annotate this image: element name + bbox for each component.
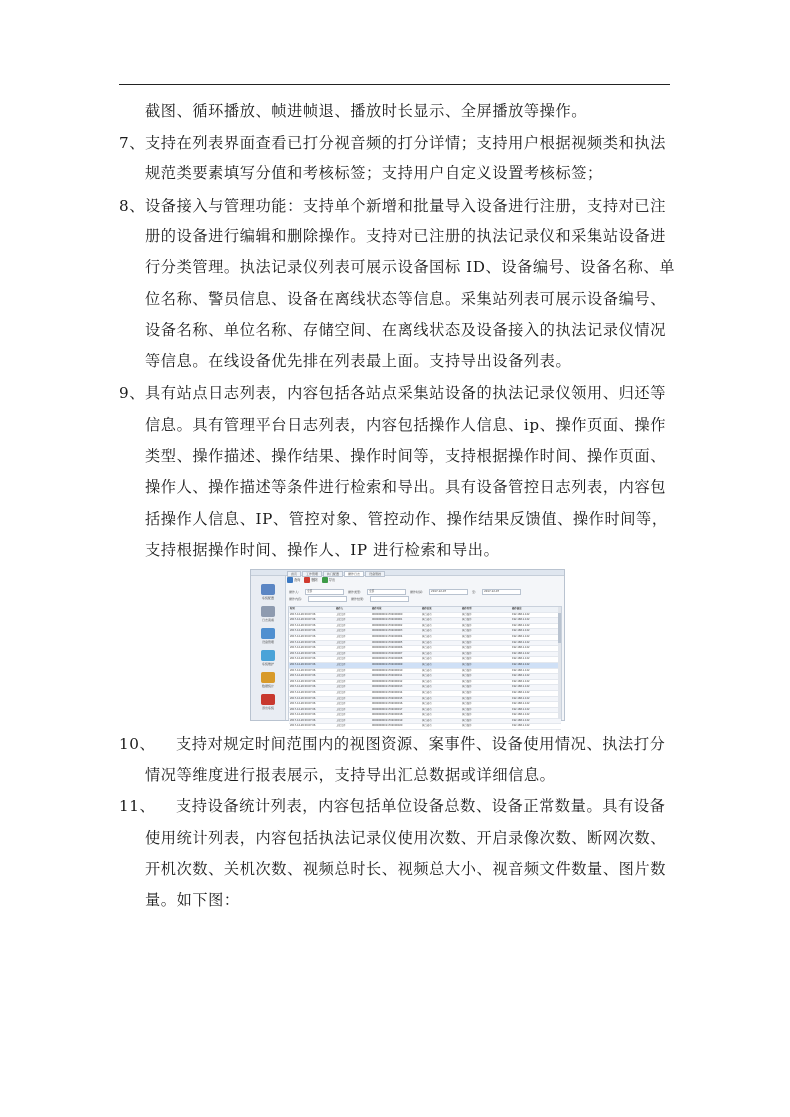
- table-cell: 2017-12-26 09:07:06: [290, 662, 316, 666]
- paragraph-line: 设备名称、单位名称、存储空间、在离线状态及设备接入的执法记录仪情况: [145, 321, 666, 339]
- table-cell: 00000000011702000012: [372, 679, 403, 683]
- table-cell: 2017-12-26 09:07:06: [290, 618, 316, 622]
- screenshot-scrollbar: [558, 607, 561, 719]
- table-cell: 执行操作: [462, 690, 472, 694]
- table-cell: 上报文件: [336, 634, 346, 638]
- paragraph-line: 开机次数、关机次数、视频总时长、视频总大小、视音频文件数量、图片数: [145, 860, 666, 878]
- table-cell: 192.168.1.122: [512, 718, 530, 722]
- table-cell: 2017-12-26 09:07:06: [290, 612, 316, 616]
- table-cell: 执行成功: [422, 702, 432, 706]
- table-cell: 192.168.1.122: [512, 657, 530, 661]
- table-cell: 上报文件: [336, 713, 346, 717]
- table-cell: 上报文件: [336, 707, 346, 711]
- table-cell: 执行操作: [462, 651, 472, 655]
- table-cell: 2017-12-26 09:07:06: [290, 674, 316, 678]
- table-cell: 执行操作: [462, 634, 472, 638]
- paragraph-line: 括操作人信息、IP、管控对象、管控动作、操作结果反馈值、操作时间等，: [145, 510, 668, 528]
- table-cell: 执行成功: [422, 629, 432, 633]
- table-cell: 192.168.1.122: [512, 713, 530, 717]
- table-cell: 执行成功: [422, 724, 432, 728]
- table-cell: 执行操作: [462, 618, 472, 622]
- list-number: 10、: [119, 735, 156, 753]
- sidebar-icon: [261, 650, 275, 661]
- table-cell: 执行成功: [422, 718, 432, 722]
- table-cell: 执行成功: [422, 651, 432, 655]
- sidebar-label: 系统配置: [261, 596, 274, 600]
- table-cell: 192.168.1.122: [512, 707, 530, 711]
- table-cell: 192.168.1.122: [512, 685, 530, 689]
- paragraph-line: 支持对规定时间范围内的视图资源、案事件、设备使用情况、执法打分: [176, 735, 666, 753]
- table-cell: 2017-12-26 09:07:06: [290, 679, 316, 683]
- table-cell: 00000000011702000018: [372, 713, 403, 717]
- filter-input: 全部: [305, 589, 344, 595]
- screenshot-tab[interactable]: 执门配置: [323, 571, 343, 577]
- table-cell: 00000000011702000017: [372, 707, 403, 711]
- table-cell: 执行操作: [462, 696, 472, 700]
- sidebar-item[interactable]: [257, 650, 279, 670]
- table-cell: 执行成功: [422, 640, 432, 644]
- table-cell: 上报文件: [336, 668, 346, 672]
- sidebar-icon: [261, 694, 275, 705]
- table-cell: 上报文件: [336, 685, 346, 689]
- toolbar-icon: [287, 577, 293, 583]
- column-header[interactable]: 操作类型: [462, 607, 472, 610]
- table-cell: 2017-12-26 09:07:06: [290, 702, 316, 706]
- table-cell: 00000000011702000010: [372, 668, 403, 672]
- table-cell: 00000000011702000011: [372, 674, 403, 678]
- table-cell: 00000000011702000020: [372, 724, 403, 728]
- paragraph-line: 设备接入与管理功能：支持单个新增和批量导入设备进行注册，支持对已注: [145, 197, 666, 215]
- table-cell: 执行操作: [462, 707, 472, 711]
- table-cell: 上报文件: [336, 629, 346, 633]
- table-cell: 2017-12-26 09:07:06: [290, 690, 316, 694]
- table-cell: 00000000011702000009: [372, 662, 403, 666]
- toolbar-button[interactable]: [304, 577, 317, 583]
- table-cell: 执行操作: [462, 668, 472, 672]
- column-header[interactable]: 操作人: [336, 607, 344, 610]
- filter-input: [370, 596, 409, 602]
- screenshot-toolbar: [287, 577, 562, 586]
- filter-label: 操作类型：: [348, 589, 364, 594]
- table-cell: 2017-12-26 09:07:06: [290, 718, 316, 722]
- screenshot-tabs: [287, 571, 386, 575]
- sidebar-label: 设备管理: [261, 640, 274, 644]
- screenshot-filters: [289, 588, 561, 604]
- table-cell: 00000000011702000016: [372, 702, 403, 706]
- table-cell: 192.168.1.122: [512, 629, 530, 633]
- paragraph-line: 量。如下图：: [145, 891, 240, 909]
- table-cell: 执行成功: [422, 662, 432, 666]
- filter-label: 操作人：: [289, 589, 302, 594]
- sidebar-label: 日志查看: [261, 618, 274, 622]
- paragraph-line: 情况等维度进行报表展示，支持导出汇总数据或详细信息。: [145, 766, 556, 784]
- table-cell: 00000000011702000019: [372, 718, 403, 722]
- paragraph-line: 支持在列表界面查看已打分视音频的打分详情；支持用户根据视频类和执法: [145, 134, 666, 152]
- paragraph-line: 行分类管理。执法记录仪列表可展示设备国标 ID、设备编号、设备名称、单: [145, 258, 676, 276]
- paragraph-line: 信息。具有管理平台日志列表，内容包括操作人信息、ip、操作页面、操作: [145, 416, 666, 434]
- paragraph-line: 等信息。在线设备优先排在列表最上面。支持导出设备列表。: [145, 352, 572, 370]
- table-cell: 上报文件: [336, 646, 346, 650]
- table-cell: 执行成功: [422, 685, 432, 689]
- table-cell: 2017-12-26 09:07:06: [290, 713, 316, 717]
- paragraph-line: 使用统计列表，内容包括执法记录仪使用次数、开启录像次数、断网次数、: [145, 829, 666, 847]
- table-cell: 2017-12-26 09:07:06: [290, 634, 316, 638]
- toolbar-icon: [304, 577, 310, 583]
- paragraph-line: 截图、循环播放、帧进帧退、播放时长显示、全屏播放等操作。: [145, 102, 588, 120]
- table-cell: 00000000011702000002: [372, 623, 403, 627]
- screenshot-tab[interactable]: 首页: [287, 571, 301, 577]
- table-cell: 上报文件: [336, 674, 346, 678]
- table-cell: 192.168.1.122: [512, 662, 530, 666]
- table-cell: 00000000011702000004: [372, 634, 403, 638]
- table-cell: 00000000011702000003: [372, 629, 403, 633]
- table-cell: 192.168.1.122: [512, 634, 530, 638]
- table-cell: 上报文件: [336, 702, 346, 706]
- table-cell: 上报文件: [336, 690, 346, 694]
- table-cell: 执行操作: [462, 629, 472, 633]
- sidebar-icon: [261, 584, 275, 595]
- header-rule: [119, 84, 670, 85]
- toolbar-icon: [322, 577, 328, 583]
- table-cell: 192.168.1.122: [512, 702, 530, 706]
- list-number: 8、: [119, 197, 146, 215]
- sidebar-icon: [261, 628, 275, 639]
- table-cell: 2017-12-26 09:07:06: [290, 696, 316, 700]
- table-cell: 执行成功: [422, 634, 432, 638]
- table-cell: 192.168.1.122: [512, 679, 530, 683]
- table-cell: 2017-12-26 09:07:06: [290, 724, 316, 728]
- table-cell: 00000000011702000005: [372, 640, 403, 644]
- table-cell: 执行操作: [462, 718, 472, 722]
- sidebar-item[interactable]: [257, 694, 279, 714]
- embedded-screenshot: [250, 569, 565, 728]
- table-row[interactable]: [289, 724, 561, 730]
- filter-label: 操作内容：: [289, 596, 305, 601]
- filter-input: [308, 596, 347, 602]
- toolbar-label: 删除: [311, 578, 318, 582]
- filter-input: 全部: [367, 589, 406, 595]
- table-cell: 执行操作: [462, 674, 472, 678]
- column-header[interactable]: 时间: [290, 607, 295, 610]
- table-cell: 上报文件: [336, 696, 346, 700]
- list-number: 11、: [119, 797, 156, 815]
- table-cell: 执行成功: [422, 668, 432, 672]
- table-cell: 执行成功: [422, 707, 432, 711]
- paragraph-line: 位名称、警员信息、设备在离线状态等信息。采集站列表可展示设备编号、: [145, 290, 666, 308]
- table-cell: 2017-12-26 09:07:06: [290, 629, 316, 633]
- table-cell: 00000000011702000006: [372, 646, 403, 650]
- table-cell: 执行操作: [462, 657, 472, 661]
- table-cell: 执行操作: [462, 685, 472, 689]
- toolbar-label: 查询: [294, 578, 301, 582]
- table-cell: 上报文件: [336, 662, 346, 666]
- table-cell: 00000000011702000013: [372, 685, 403, 689]
- table-cell: 00000000011702000008: [372, 657, 403, 661]
- table-cell: 00000000011702000014: [372, 690, 403, 694]
- table-cell: 00000000011702000007: [372, 651, 403, 655]
- paragraph-line: 具有站点日志列表，内容包括各站点采集站设备的执法记录仪领用、归还等: [145, 384, 666, 402]
- table-cell: 执行操作: [462, 724, 472, 728]
- screenshot-scroll-thumb: [558, 613, 561, 643]
- table-cell: 192.168.1.122: [512, 640, 530, 644]
- table-cell: 执行成功: [422, 646, 432, 650]
- filter-label: 至：: [472, 589, 479, 594]
- table-cell: 2017-12-26 09:07:06: [290, 646, 316, 650]
- table-cell: 执行操作: [462, 702, 472, 706]
- filter-label: 操作时间：: [410, 589, 426, 594]
- table-cell: 192.168.1.122: [512, 618, 530, 622]
- sidebar-icon: [261, 672, 275, 683]
- sidebar-label: 退出系统: [261, 706, 274, 710]
- sidebar-item[interactable]: [257, 628, 279, 648]
- sidebar-item[interactable]: [257, 672, 279, 692]
- table-cell: 192.168.1.122: [512, 646, 530, 650]
- table-cell: 执行成功: [422, 657, 432, 661]
- table-cell: 上报文件: [336, 718, 346, 722]
- sidebar-item[interactable]: [257, 606, 279, 626]
- table-cell: 2017-12-26 09:07:06: [290, 623, 316, 627]
- paragraph-line: 规范类要素填写分值和考核标签；支持用户自定义设置考核标签；: [145, 164, 603, 182]
- table-cell: 上报文件: [336, 651, 346, 655]
- screenshot-sidebar: [251, 576, 286, 720]
- screenshot-log-table: [288, 606, 562, 728]
- table-cell: 192.168.1.122: [512, 651, 530, 655]
- table-cell: 执行成功: [422, 679, 432, 683]
- paragraph-line: 支持设备统计列表，内容包括单位设备总数、设备正常数量。具有设备: [176, 797, 666, 815]
- table-cell: 192.168.1.122: [512, 724, 530, 728]
- table-cell: 192.168.1.122: [512, 674, 530, 678]
- table-cell: 执行操作: [462, 612, 472, 616]
- table-cell: 上报文件: [336, 623, 346, 627]
- toolbar-label: 导出: [328, 578, 336, 582]
- table-cell: 执行成功: [422, 674, 432, 678]
- paragraph-line: 类型、操作描述、操作结果、操作时间等，支持根据操作时间、操作页面、: [145, 447, 666, 465]
- filter-input: 2017-12-07: [429, 589, 468, 595]
- screenshot-tab[interactable]: 操作日志: [344, 571, 364, 577]
- screenshot-tab[interactable]: 工作管理: [302, 571, 322, 577]
- column-header[interactable]: 操作描述: [512, 607, 522, 610]
- column-header[interactable]: 操作对象: [372, 607, 382, 610]
- paragraph-line: 册的设备进行编辑和删除操作。支持对已注册的执法记录仪和采集站设备进: [145, 227, 666, 245]
- table-cell: 2017-12-26 09:07:06: [290, 668, 316, 672]
- table-cell: 00000000011702000001: [372, 618, 403, 622]
- table-cell: 执行成功: [422, 612, 432, 616]
- toolbar-button[interactable]: [287, 577, 300, 583]
- table-cell: 2017-12-26 09:07:06: [290, 707, 316, 711]
- table-cell: 2017-12-26 09:07:06: [290, 640, 316, 644]
- table-cell: 2017-12-26 09:07:06: [290, 657, 316, 661]
- table-cell: 执行成功: [422, 713, 432, 717]
- table-cell: 上报文件: [336, 724, 346, 728]
- table-cell: 执行操作: [462, 679, 472, 683]
- table-cell: 00000000011702000000: [372, 612, 403, 616]
- column-header[interactable]: 操作结果: [422, 607, 432, 610]
- table-cell: 192.168.1.122: [512, 668, 530, 672]
- table-cell: 00000000011702000015: [372, 696, 403, 700]
- table-cell: 上报文件: [336, 618, 346, 622]
- table-cell: 执行操作: [462, 640, 472, 644]
- table-cell: 执行操作: [462, 713, 472, 717]
- paragraph-line: 操作人、操作描述等条件进行检索和导出。具有设备管控日志列表，内容包: [145, 478, 666, 496]
- table-cell: 执行操作: [462, 623, 472, 627]
- list-number: 7、: [119, 134, 146, 152]
- table-cell: 执行成功: [422, 690, 432, 694]
- paragraph-line: 支持根据操作时间、操作人、IP 进行检索和导出。: [145, 541, 500, 559]
- list-number: 9、: [119, 384, 146, 402]
- table-cell: 192.168.1.122: [512, 690, 530, 694]
- table-cell: 执行成功: [422, 618, 432, 622]
- toolbar-button[interactable]: [322, 577, 335, 583]
- table-cell: 执行成功: [422, 623, 432, 627]
- filter-input: 2017-12-07: [482, 589, 521, 595]
- sidebar-label: 数据统计: [261, 684, 274, 688]
- table-cell: 2017-12-26 09:07:06: [290, 651, 316, 655]
- sidebar-icon: [261, 606, 275, 617]
- screenshot-tab[interactable]: 设备管控: [365, 571, 385, 577]
- table-cell: 执行成功: [422, 696, 432, 700]
- sidebar-label: 系统维护: [261, 662, 274, 666]
- table-cell: 2017-12-26 09:07:06: [290, 685, 316, 689]
- table-cell: 上报文件: [336, 612, 346, 616]
- table-cell: 192.168.1.122: [512, 623, 530, 627]
- table-cell: 上报文件: [336, 640, 346, 644]
- table-cell: 上报文件: [336, 657, 346, 661]
- table-cell: 192.168.1.122: [512, 612, 530, 616]
- table-cell: 192.168.1.122: [512, 696, 530, 700]
- filter-label: 操作结果：: [351, 596, 367, 601]
- table-cell: 上报文件: [336, 679, 346, 683]
- table-cell: 执行操作: [462, 662, 472, 666]
- table-cell: 执行操作: [462, 646, 472, 650]
- sidebar-item[interactable]: [257, 584, 279, 604]
